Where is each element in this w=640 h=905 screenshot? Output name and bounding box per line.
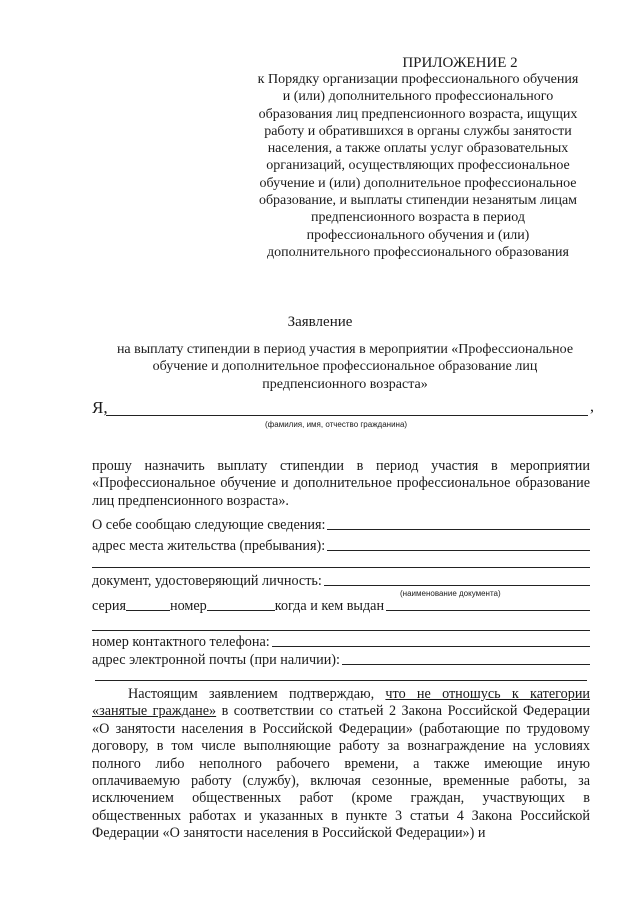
appendix-line: к Порядку организации профессионального обучения: [257, 72, 579, 87]
about-field[interactable]: [327, 529, 590, 530]
series-label: серия: [92, 598, 126, 614]
email-field[interactable]: [342, 664, 590, 665]
statement-subtitle: [95, 341, 595, 393]
confirmation-text-start: Настоящим заявлением подтверждаю,: [128, 686, 386, 702]
phone-label: номер контактного телефона:: [92, 634, 270, 650]
appendix-title: ПРИЛОЖЕНИЕ 2: [402, 55, 518, 71]
statement-title: Заявление: [287, 314, 353, 330]
about-row: [92, 517, 590, 533]
document-row: [92, 573, 590, 589]
document-label: документ, удостоверяющий личность:: [92, 573, 322, 589]
issued-label: когда и кем выдан: [274, 598, 385, 614]
email-row: [92, 652, 590, 668]
number-field[interactable]: [207, 610, 275, 611]
phone-field[interactable]: [272, 646, 590, 647]
statement-subtitle-line: обучение и дополнительное профессиональное образование лиц: [152, 359, 538, 375]
fio-comma: ,: [590, 398, 594, 415]
passport-row: [92, 598, 590, 614]
appendix-line: работу и обратившихся в органы службы занятости: [264, 123, 572, 139]
confirmation-underlined-text: что не отношусь к категории «занятые граждане»: [92, 686, 591, 720]
request-paragraph: прошу назначить выплату стипендии в период участия в мероприятии «Профессиональное обучение и дополнительное профессиональное образование лиц предпенсионного возраста».: [92, 458, 590, 509]
number-label: номер: [169, 598, 207, 614]
document-field[interactable]: [324, 585, 590, 586]
appendix-line: образование, и выплаты стипендии незанятым лицам: [258, 193, 578, 209]
address-continuation-field[interactable]: [92, 567, 590, 568]
appendix-line: населения, а также оплаты услуг образовательных: [267, 141, 569, 157]
fio-caption: (фамилия, имя, отчество гражданина): [265, 420, 408, 429]
appendix-line: образования лиц предпенсионного возраста, ищущих: [258, 106, 578, 122]
document-caption: (наименование документа): [400, 589, 501, 598]
phone-row: [92, 634, 590, 650]
appendix-line: обучение и (или) дополнительное профессиональное: [259, 175, 577, 191]
email-continuation-field[interactable]: [95, 680, 587, 681]
about-label: О себе сообщаю следующие сведения:: [92, 517, 326, 533]
address-label: адрес места жительства (пребывания):: [92, 538, 326, 554]
series-field[interactable]: [126, 610, 170, 611]
confirmation-text-rest: в соответствии со статьей 2 Закона Российской Федерации «О занятости населения в Российской Федерации» (работающие по трудовому договору, в том числе выполняющие работу за вознаграждение на условиях полного либо неполного рабочего времени, а также имеющие иную оплачиваемую работу (службу), включая сезонные, временные работы, за исключением общественных работ (кроме граждан, участвующих в общественных работах и указанных в пункте 3 статьи 4 Закона Российской Федерации «О занятости населения в Российской Федерации») и: [92, 703, 590, 842]
issued-field[interactable]: [386, 610, 590, 611]
appendix-line: дополнительного профессионального образования: [267, 244, 569, 260]
appendix-line: организаций, осуществляющих профессиональное: [266, 158, 570, 174]
issued-continuation-field[interactable]: [92, 630, 590, 631]
email-label: адрес электронной почты (при наличии):: [92, 652, 340, 668]
statement-subtitle-line: предпенсионного возраста»: [262, 376, 428, 392]
ya-label: Я,: [92, 398, 108, 417]
statement-subtitle-line: на выплату стипендии в период участия в мероприятии «Профессиональное: [116, 342, 574, 357]
address-row: [92, 538, 590, 554]
fio-field[interactable]: [106, 415, 588, 416]
confirmation-paragraph: [92, 686, 590, 843]
appendix-line: профессионального обучения и (или): [306, 227, 530, 243]
appendix-line: предпенсионного возраста в период: [311, 210, 525, 226]
appendix-text: [238, 71, 598, 261]
appendix-line: и (или) дополнительного профессионального: [282, 89, 554, 105]
address-field[interactable]: [327, 550, 590, 551]
